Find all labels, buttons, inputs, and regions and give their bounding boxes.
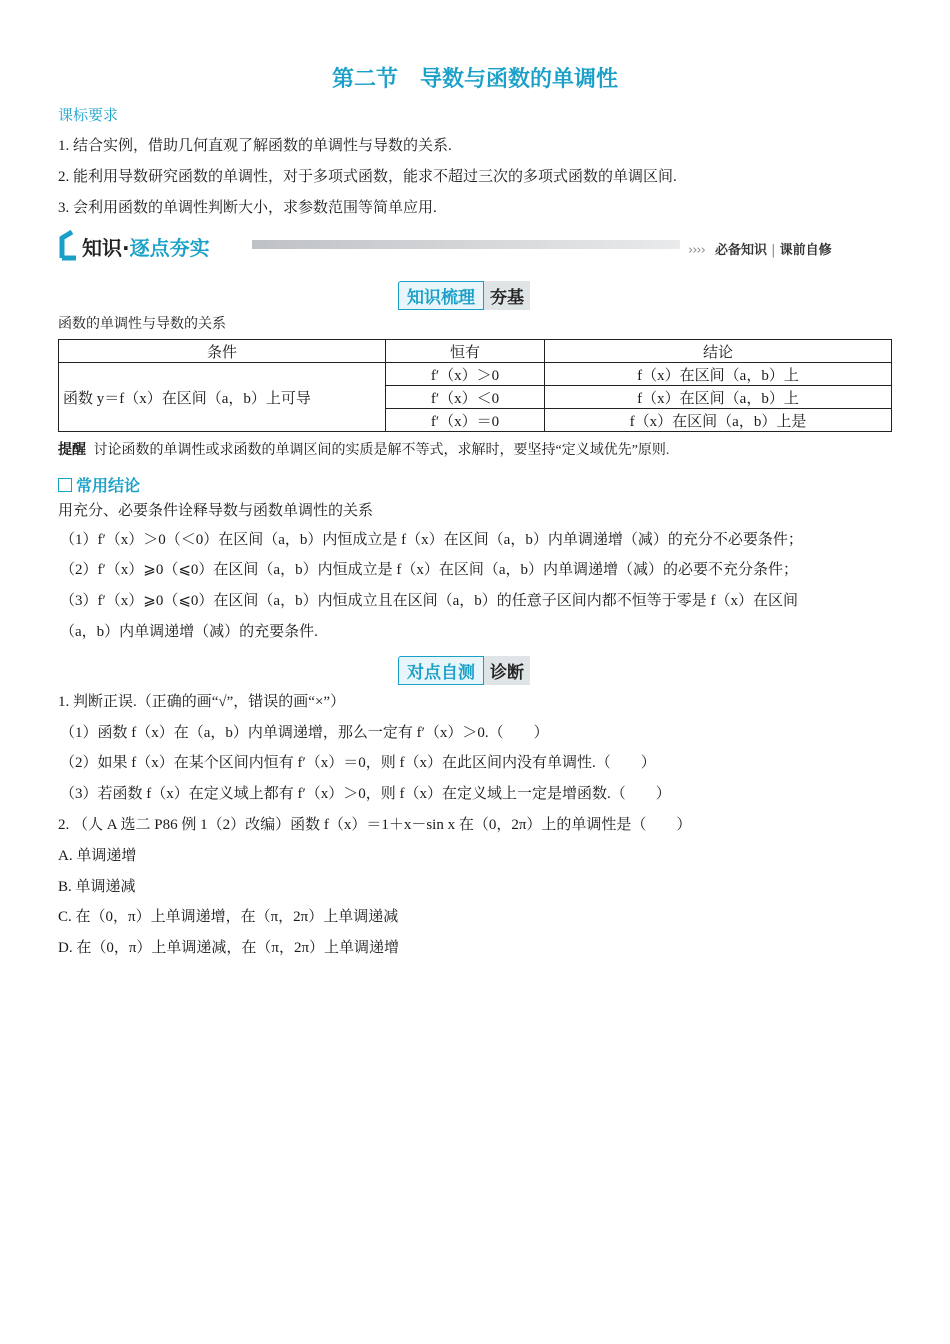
exercise-option: C. 在（0，π）上单调递增，在（π，2π）上单调递减 xyxy=(58,909,399,925)
requirement-item: 2. 能利用导数研究函数的单调性，对于多项式函数，能求不超过三次的多项式函数的单调区间. xyxy=(58,169,677,185)
section-tag2: 诊断 xyxy=(484,656,530,685)
exercise-item: （2）如果 f（x）在某个区间内恒有 f′（x）＝0，则 f（x）在此区间内没有单调性.（ ） xyxy=(60,755,656,771)
table-header: 条件 xyxy=(59,340,386,363)
exercise-item: （3）若函数 f（x）在定义域上都有 f′（x）＞0，则 f（x）在定义域上一定是增函数.（ ） xyxy=(60,786,671,802)
page-title: 第二节 导数与函数的单调性 xyxy=(331,67,618,92)
common-label: 常用结论 xyxy=(76,476,141,495)
exercise-question: 1. 判断正误.（正确的画“√”，错误的画“×”） xyxy=(58,694,346,710)
exercise-item: （1）函数 f（x）在（a，b）内单调递增，那么一定有 f′（x）＞0.（ ） xyxy=(60,725,549,741)
exercise-question: 2. （人 A 选二 P86 例 1（2）改编）函数 f（x）＝1＋x－sin x 在（0，2π）上的单调性是（ ） xyxy=(58,817,692,833)
table-cell-result: f（x）在区间（a，b）上 xyxy=(545,363,892,386)
tip-label: 提醒 xyxy=(58,442,86,458)
section-tag: 知识梳理 xyxy=(398,281,484,310)
table-cell-has: f′（x）＜0 xyxy=(386,386,545,409)
banner-bar xyxy=(252,240,680,249)
common-item: （2）f′（x）⩾0（⩽0）在区间（a，b）内恒成立是 f（x）在区间（a，b）内单调递增（减）的必要不充分条件； xyxy=(60,562,798,578)
table-condition: 函数 y＝f（x）在区间（a，b）上可导 xyxy=(59,363,386,432)
banner-arrows: ›››› xyxy=(688,243,705,258)
common-heading xyxy=(58,473,140,496)
tip-text: 讨论函数的单调性或求函数的单调区间的实质是解不等式，求解时，要坚持“定义域优先”原则. xyxy=(93,443,670,458)
table-cell-result: f（x）在区间（a，b）上是 xyxy=(545,409,892,432)
section-heading-test xyxy=(398,656,530,685)
section-tag: 对点自测 xyxy=(398,656,484,685)
table-header: 结论 xyxy=(545,340,892,363)
table-header: 恒有 xyxy=(386,340,545,363)
exercise-option: D. 在（0，π）上单调递减，在（π，2π）上单调递增 xyxy=(58,940,400,956)
exercise-option: B. 单调递减 xyxy=(58,879,136,895)
requirement-item: 1. 结合实例，借助几何直观了解函数的单调性与导数的关系. xyxy=(58,138,452,154)
section-heading-knowledge xyxy=(398,281,530,310)
common-item: （a，b）内单调递增（减）的充要条件. xyxy=(60,624,318,640)
banner-sep: | xyxy=(771,243,776,258)
banner-title-left: 知识 xyxy=(82,236,122,260)
common-subtitle: 用充分、必要条件诠释导数与函数单调性的关系 xyxy=(58,501,374,519)
relation-table xyxy=(58,339,892,432)
table-caption: 函数的单调性与导数的关系 xyxy=(58,316,226,332)
banner-title xyxy=(82,232,210,261)
banner-title-right: 逐点夯实 xyxy=(129,236,210,260)
section-tag2: 夯基 xyxy=(484,281,530,310)
requirement-item: 3. 会利用函数的单调性判断大小，求参数范围等简单应用. xyxy=(58,200,437,216)
requirements-label: 课标要求 xyxy=(58,106,119,124)
banner-tag: 必备知识 xyxy=(714,243,767,258)
banner-tags xyxy=(688,239,832,258)
banner-tag2: 课前自修 xyxy=(779,243,832,258)
square-icon xyxy=(58,478,72,492)
table-cell-has: f′（x）＞0 xyxy=(386,363,545,386)
banner-title-dot: · xyxy=(122,236,130,260)
tip xyxy=(58,439,669,459)
exercise-option: A. 单调递增 xyxy=(58,848,137,864)
common-item: （1）f′（x）＞0（＜0）在区间（a，b）内恒成立是 f（x）在区间（a，b）内单调递增（减）的充分不必要条件； xyxy=(60,532,803,548)
common-item: （3）f′（x）⩾0（⩽0）在区间（a，b）内恒成立且在区间（a，b）的任意子区间内都不恒等于零是 f（x）在区间 xyxy=(60,593,798,609)
table-cell-result: f（x）在区间（a，b）上 xyxy=(545,386,892,409)
table-cell-has: f′（x）＝0 xyxy=(386,409,545,432)
